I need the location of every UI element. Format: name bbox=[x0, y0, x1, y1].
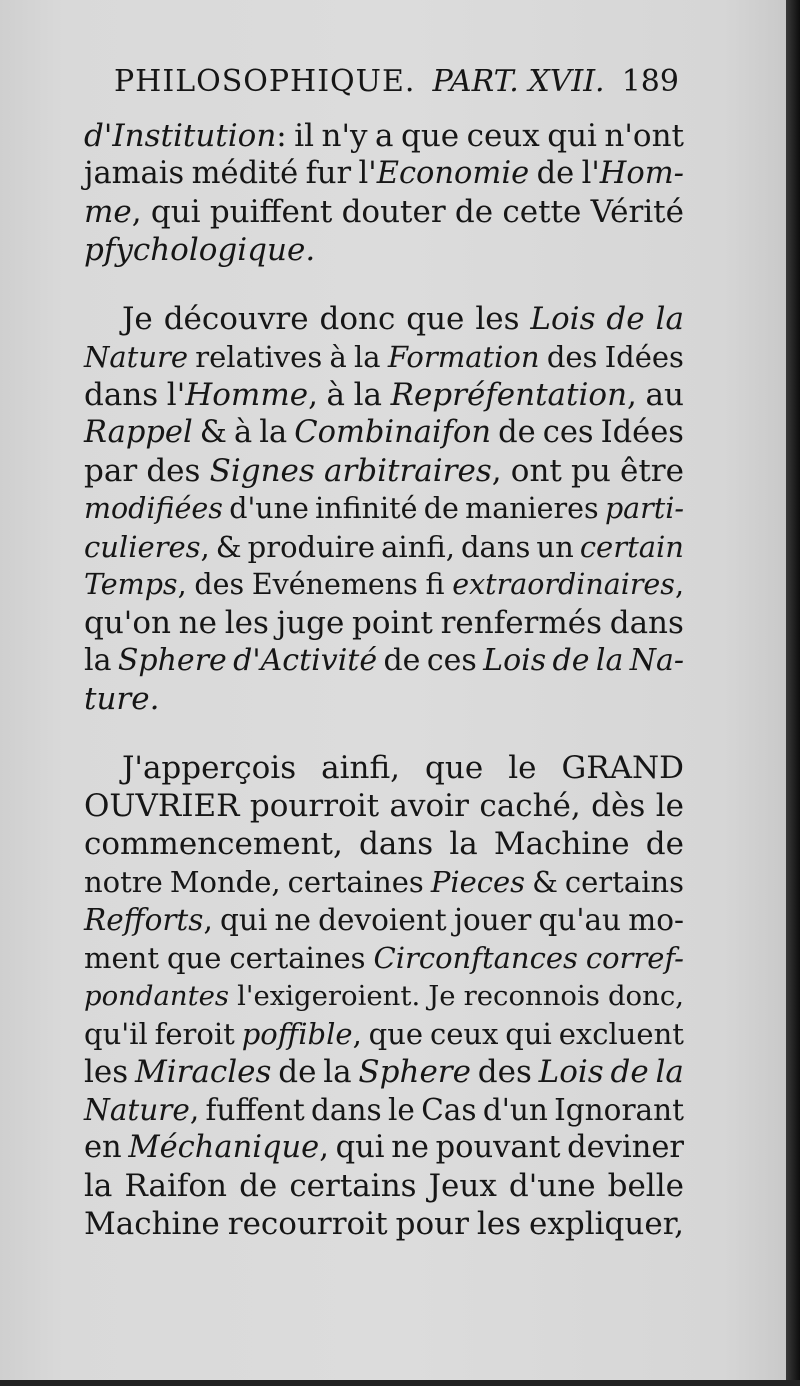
word: certains bbox=[289, 1168, 417, 1204]
word: la bbox=[84, 643, 112, 678]
word: Lois bbox=[483, 643, 547, 678]
text-line bbox=[84, 1015, 684, 1053]
word: de bbox=[552, 643, 590, 678]
word: Repréfentation, bbox=[390, 377, 637, 413]
word: le bbox=[655, 788, 684, 824]
running-head-title: PHILOSOPHIQUE. bbox=[114, 64, 416, 99]
word: que bbox=[368, 1017, 424, 1051]
word: manieres bbox=[465, 492, 599, 525]
word: relatives bbox=[195, 340, 323, 374]
word: Evénemens bbox=[251, 568, 418, 601]
text-line bbox=[84, 193, 684, 231]
word: les bbox=[224, 605, 269, 641]
word: les bbox=[476, 1206, 522, 1242]
word: de bbox=[606, 301, 645, 337]
word: ceux bbox=[429, 1017, 499, 1051]
word: qu'il bbox=[84, 1017, 148, 1051]
word: l'Hom- bbox=[581, 156, 684, 191]
text-line bbox=[84, 155, 684, 193]
word: des bbox=[546, 340, 598, 374]
word: point bbox=[352, 605, 433, 641]
word: Je bbox=[122, 301, 153, 337]
word: qui bbox=[220, 903, 268, 937]
word: certain bbox=[579, 530, 684, 564]
text-line bbox=[84, 787, 684, 825]
word: la bbox=[595, 643, 624, 678]
text-line bbox=[84, 566, 684, 604]
word: qu'on bbox=[84, 605, 171, 641]
word: la bbox=[449, 826, 478, 862]
word: jamais bbox=[84, 156, 185, 191]
word: Circonftances bbox=[373, 941, 578, 975]
word: être bbox=[620, 453, 684, 489]
word: dans bbox=[358, 826, 434, 862]
word: ces bbox=[542, 415, 594, 450]
word: la bbox=[84, 1168, 113, 1204]
word: Sphere bbox=[358, 1054, 471, 1090]
word: ainfi, bbox=[321, 750, 401, 786]
word: notre bbox=[84, 865, 163, 899]
word: extraordinaires, bbox=[452, 568, 684, 601]
word: de bbox=[645, 826, 684, 862]
word: que bbox=[400, 118, 460, 154]
word: la bbox=[655, 1054, 684, 1090]
word: Lois bbox=[538, 1054, 604, 1090]
word: arbitraires, bbox=[323, 453, 502, 489]
word: puiffent bbox=[209, 194, 333, 230]
text-line bbox=[84, 749, 684, 787]
word: d'une bbox=[508, 1168, 596, 1204]
word: pouvant bbox=[435, 1130, 561, 1165]
word: ne bbox=[274, 903, 311, 937]
text-line bbox=[84, 1053, 684, 1091]
word: la bbox=[353, 377, 383, 413]
word: excluent bbox=[558, 1017, 684, 1051]
word: ture. bbox=[84, 681, 160, 717]
word: Idées bbox=[604, 340, 684, 374]
word: en bbox=[84, 1130, 122, 1165]
running-head-part: PART. XVII. bbox=[432, 64, 605, 99]
word: Pieces bbox=[430, 865, 526, 899]
word: Nature, bbox=[84, 1093, 200, 1127]
text-line bbox=[84, 1091, 684, 1129]
word: expliquer, bbox=[529, 1206, 684, 1242]
text-line bbox=[84, 1129, 684, 1167]
word: par bbox=[84, 453, 138, 489]
word: dans bbox=[84, 377, 159, 413]
word: d'Institution: bbox=[84, 118, 287, 154]
word: ces bbox=[426, 643, 477, 678]
word: de bbox=[610, 1054, 649, 1090]
word: certaines bbox=[287, 865, 424, 899]
word: deviner bbox=[567, 1130, 684, 1165]
word: dans bbox=[609, 605, 684, 641]
word: ont bbox=[510, 453, 562, 489]
word: de bbox=[239, 1168, 278, 1204]
word: Combinaifon bbox=[294, 415, 492, 450]
word: d'Activité bbox=[233, 643, 378, 678]
word: au bbox=[645, 377, 684, 413]
word: pondantes bbox=[84, 980, 230, 1012]
word: la bbox=[323, 1054, 352, 1090]
word: me, bbox=[84, 194, 142, 230]
text-line bbox=[84, 300, 684, 338]
word: qu'au bbox=[538, 903, 622, 937]
text-line bbox=[84, 528, 684, 566]
word: Cas bbox=[421, 1093, 477, 1127]
word: corref- bbox=[585, 941, 684, 975]
text-line bbox=[84, 680, 684, 718]
word: mo- bbox=[628, 903, 684, 937]
word: parti- bbox=[604, 492, 684, 525]
word: que bbox=[166, 941, 222, 975]
word: de bbox=[278, 1054, 317, 1090]
word: Idées bbox=[600, 415, 684, 450]
word: Signes bbox=[209, 453, 315, 489]
word: médité bbox=[191, 156, 299, 191]
text-line bbox=[84, 490, 684, 528]
word: d'un bbox=[482, 1093, 548, 1127]
word: de bbox=[498, 415, 536, 450]
word: & bbox=[532, 865, 558, 899]
word: modifiées bbox=[84, 492, 223, 525]
word: caché, bbox=[479, 788, 581, 824]
word: feroit bbox=[154, 1017, 235, 1051]
word: Na- bbox=[629, 643, 684, 678]
word: culieres, bbox=[84, 530, 210, 564]
word: Jeux bbox=[428, 1168, 497, 1204]
word: Raifon bbox=[124, 1168, 228, 1204]
word: à bbox=[329, 340, 347, 374]
text-line bbox=[84, 604, 684, 642]
text-line bbox=[84, 977, 684, 1015]
word: Lois bbox=[530, 301, 596, 337]
text-line bbox=[84, 825, 684, 863]
word: le bbox=[387, 1093, 415, 1127]
word: recourroit bbox=[227, 1206, 388, 1242]
word: de bbox=[383, 643, 421, 678]
word: ne bbox=[391, 1130, 429, 1165]
word: ainfi, bbox=[381, 530, 455, 564]
word: n'y bbox=[321, 118, 368, 154]
word: fur bbox=[305, 156, 352, 191]
word: ne bbox=[178, 605, 217, 641]
text-line bbox=[84, 1167, 684, 1205]
word: juge bbox=[276, 605, 345, 641]
word: à bbox=[233, 415, 253, 450]
running-head bbox=[114, 62, 679, 102]
word: Machine bbox=[84, 1206, 220, 1242]
word: commencement, bbox=[84, 826, 343, 862]
text-line bbox=[84, 863, 684, 901]
word: Ignorant bbox=[554, 1093, 684, 1127]
word: à bbox=[326, 377, 346, 413]
word: & bbox=[199, 415, 227, 450]
word: douter bbox=[341, 194, 446, 230]
word: la bbox=[354, 340, 381, 374]
word: J'apperçois bbox=[122, 750, 297, 786]
word: certains bbox=[564, 865, 684, 899]
page-edge-shadow bbox=[786, 0, 800, 1386]
word: qui bbox=[505, 1017, 552, 1051]
text-line bbox=[84, 414, 684, 452]
word: ceux bbox=[466, 118, 540, 154]
word: des bbox=[194, 568, 245, 601]
word: devoient bbox=[318, 903, 447, 937]
word: il bbox=[294, 118, 315, 154]
word: pu bbox=[571, 453, 611, 489]
word: Formation bbox=[387, 340, 540, 374]
word: OUVRIER bbox=[84, 788, 240, 824]
word: infinité bbox=[315, 492, 418, 525]
word: l'Homme, bbox=[166, 377, 318, 413]
word: de bbox=[454, 194, 494, 230]
word: n'ont bbox=[604, 118, 684, 154]
text-line bbox=[84, 1205, 684, 1243]
word: les bbox=[84, 1054, 129, 1090]
word: l'exigeroient. bbox=[237, 980, 421, 1012]
word: Temps, bbox=[84, 568, 187, 601]
word: l'Economie bbox=[358, 156, 530, 191]
word: & bbox=[215, 530, 242, 564]
text-line bbox=[84, 642, 684, 680]
word: la bbox=[259, 415, 288, 450]
word: de bbox=[536, 156, 575, 191]
word: que bbox=[406, 301, 465, 337]
word: donc bbox=[319, 301, 396, 337]
word: jouer bbox=[453, 903, 532, 937]
text-line bbox=[84, 452, 684, 490]
word: des bbox=[146, 453, 201, 489]
word: poffible, bbox=[241, 1017, 362, 1051]
text-line bbox=[84, 901, 684, 939]
word: Machine bbox=[493, 826, 630, 862]
text-line bbox=[84, 376, 684, 414]
word: pfychologique. bbox=[84, 232, 316, 268]
page-number: 189 bbox=[621, 64, 679, 99]
word: fuffent bbox=[205, 1093, 305, 1127]
word: belle bbox=[607, 1168, 684, 1204]
word: la bbox=[655, 301, 684, 337]
word: dès bbox=[591, 788, 646, 824]
word: cette bbox=[502, 194, 582, 230]
word: pour bbox=[395, 1206, 469, 1242]
word: ment bbox=[84, 941, 159, 975]
word: fi bbox=[425, 568, 445, 601]
word: qui bbox=[150, 194, 201, 230]
word: qui bbox=[335, 1130, 385, 1165]
word: d'une bbox=[229, 492, 309, 525]
word: certaines bbox=[229, 941, 366, 975]
word: les bbox=[475, 301, 520, 337]
word: Je bbox=[428, 980, 456, 1012]
word: un bbox=[536, 530, 574, 564]
word: Vérité bbox=[590, 194, 684, 230]
word: renfermés bbox=[440, 605, 603, 641]
page-bottom-edge bbox=[0, 1380, 800, 1386]
text-line bbox=[84, 231, 684, 269]
text-line bbox=[84, 117, 684, 155]
word: Refforts, bbox=[84, 903, 213, 937]
word: avoir bbox=[389, 788, 469, 824]
word: a bbox=[375, 118, 394, 154]
word: produire bbox=[247, 530, 376, 564]
word: Monde, bbox=[169, 865, 281, 899]
word: découvre bbox=[163, 301, 309, 337]
word: GRAND bbox=[561, 750, 684, 786]
word: des bbox=[477, 1054, 532, 1090]
word: reconnois bbox=[463, 980, 600, 1012]
word: dans bbox=[311, 1093, 382, 1127]
word: Nature bbox=[84, 340, 189, 374]
word: de bbox=[423, 492, 459, 525]
word: qui bbox=[547, 118, 597, 154]
word: donc, bbox=[607, 980, 684, 1012]
word: que bbox=[425, 750, 484, 786]
word: Sphere bbox=[117, 643, 227, 678]
word: Rappel bbox=[84, 415, 193, 450]
word: Méchanique, bbox=[128, 1130, 329, 1165]
word: le bbox=[508, 750, 537, 786]
text-line bbox=[84, 338, 684, 376]
word: pourroit bbox=[249, 788, 380, 824]
word: dans bbox=[460, 530, 531, 564]
text-line bbox=[84, 939, 684, 977]
word: Miracles bbox=[134, 1054, 272, 1090]
